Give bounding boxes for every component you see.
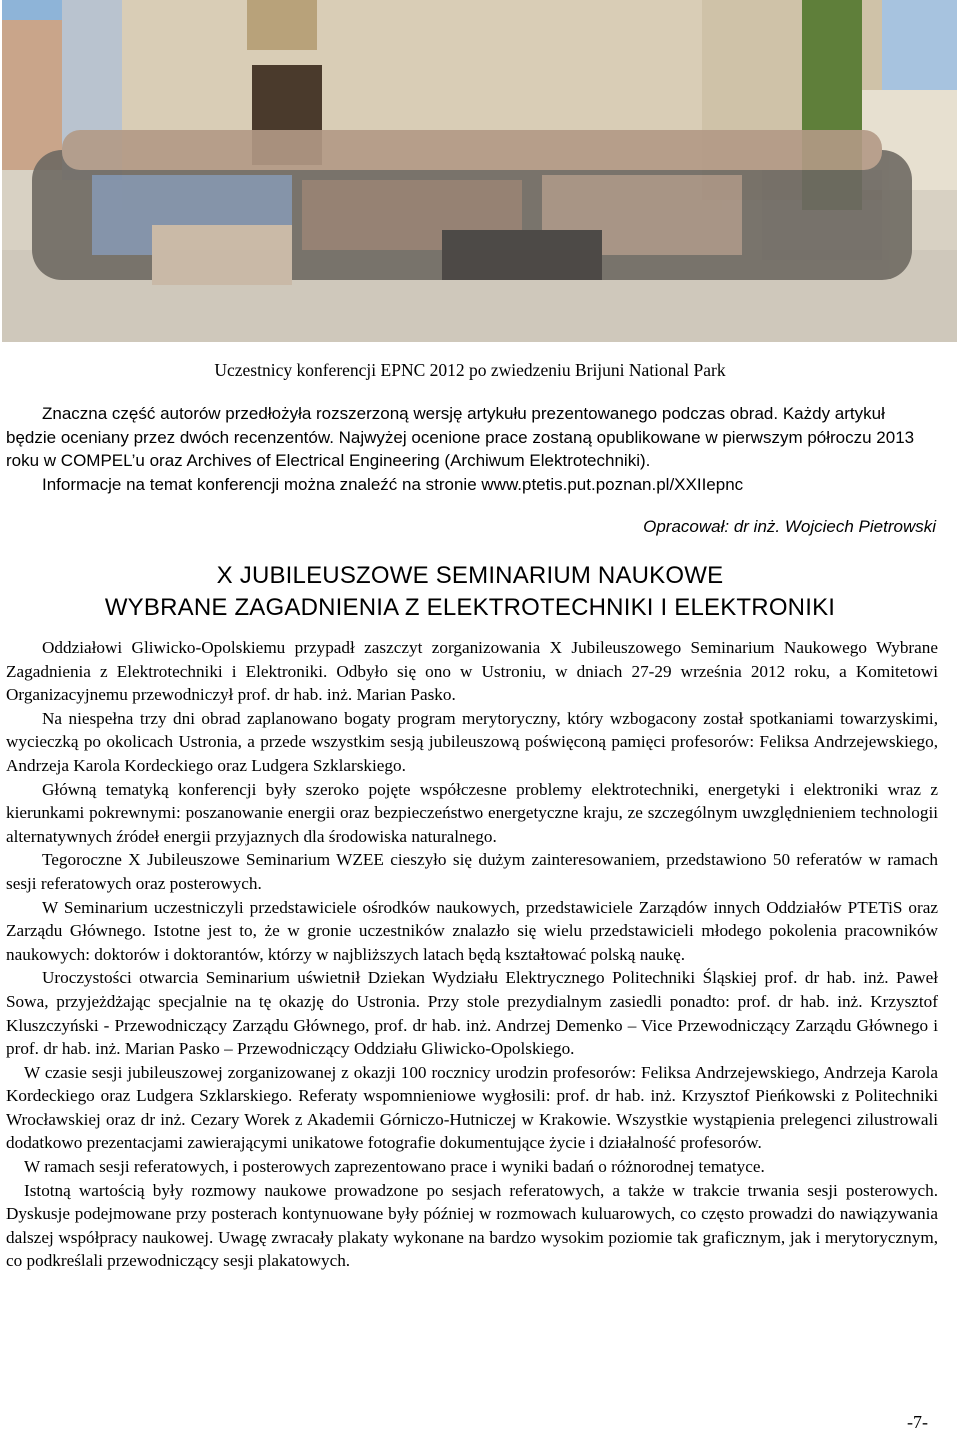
paragraph-2: Na niespełna trzy dni obrad zaplanowano bogaty program merytoryczny, który wzbogacony został spotkaniami towarzyskimi, wycieczką po okolicach Ustronia, a przede wszystkim sesją jubileuszową poświęconą pamięci profesorów: Feliksa Andrzejewskiego, Andrzeja Karola Kordeckiego oraz Ludgera Szklarskiego. (6, 708, 938, 775)
photo-caption: Uczestnicy konferencji EPNC 2012 po zwiedzeniu Brijuni National Park (214, 360, 726, 380)
intro-paragraph: Znaczna część autorów przedłożyła rozszerzoną wersję artykułu prezentowanego podczas obrad. Każdy artykuł będzie oceniany przez dwóch recenzentów. Najwyżej ocenione prace zostaną opublikowane w pierwszym półroczu 2013 roku w COMPEL’u oraz Archives of Electrical Engineering (Archiwum Elektrotechniki). (6, 404, 915, 470)
article-body (6, 636, 938, 1273)
paragraph-7: W czasie sesji jubileuszowej zorganizowanej z okazji 100 rocznicy urodzin profesorów: Feliksa Andrzejewskiego, Andrzeja Karola Kordeckiego oraz Ludgera Szklarskiego. Referaty wspomnieniowe wygłosili: prof. dr hab. inż. Krzysztof Pieńkowski z Politechniki Wrocławskiej oraz dr inż. Cezary Worek z Akademii Górniczo-Hutniczej w Krakowie. Wszystkie wystąpienia prelegenci zilustrowali dodatkowo prezentacjami zawierającymi unikatowe fotografie dokumentujące życie i działalność profesorów. (6, 1062, 938, 1153)
heading-line-2: WYBRANE ZAGADNIENIA Z ELEKTROTECHNIKI I ELEKTRONIKI (104, 594, 836, 621)
paragraph-5: W Seminarium uczestniczyli przedstawiciele ośrodków naukowych, przedstawiciele Zarządów innych Oddziałów PTETiS oraz Zarządu Głównego. Istotne jest to, że w gronie uczestników znalazło się wielu przedstawicieli młodego pokolenia pracowników naukowych: doktorów i doktorantów, którzy w najbliższych latach będą kształtować polską naukę. (6, 897, 938, 964)
group-photo-illustration (2, 0, 957, 342)
author-signature: Opracował: dr inż. Wojciech Pietrowski (643, 517, 936, 536)
paragraph-3: Główną tematyką konferencji były szeroko pojęte współczesne problemy elektrotechniki, energetyki i elektroniki wraz z kierunkami pokrewnymi: poszanowanie energii oraz bezpieczeństwo energetyczne kraju, ze szczególnym uwzględnieniem technologii alternatywnych źródeł energii przyjaznych dla środowiska naturalnego. (6, 779, 938, 846)
group-photo (2, 0, 957, 342)
paragraph-4: Tegoroczne X Jubileuszowe Seminarium WZEE cieszyło się dużym zainteresowaniem, przedstawiono 50 referatów w ramach sesji referatowych oraz posterowych. (6, 850, 938, 893)
intro-section (6, 402, 936, 496)
heading-line-1: X JUBILEUSZOWE SEMINARIUM NAUKOWE (216, 562, 724, 589)
paragraph-1: Oddziałowi Gliwicko-Opolskiemu przypadł zaszczyt zorganizowania X Jubileuszowego Seminarium Naukowego Wybrane Zagadnienia z Elektrotechniki i Elektroniki. Odbyło się ono w Ustroniu, w dniach 27-29 września 2012 roku, a Komitetowi Organizacyjnemu przewodniczył prof. dr hab. inż. Marian Pasko. (6, 638, 938, 705)
seminar-heading (0, 560, 940, 624)
page-number: -7- (907, 1412, 928, 1432)
intro-info: Informacje na temat konferencji można znaleźć na stronie www.ptetis.put.poznan.pl/XXIIepnc (42, 474, 744, 494)
paragraph-8: W ramach sesji referatowych, i posterowych zaprezentowano prace i wyniki badań o różnorodnej tematyce. (24, 1157, 765, 1177)
paragraph-6: Uroczystości otwarcia Seminarium uświetnił Dziekan Wydziału Elektrycznego Politechniki Śląskiej prof. dr hab. inż. Paweł Sowa, przyjeżdżając specjalnie na tę okazję do Ustronia. Przy stole prezydialnym zasiedli ponadto: prof. dr hab. inż. Krzysztof Kluszczyński - Przewodniczący Zarządu Głównego, prof. dr hab. inż. Andrzej Demenko – Vice Przewodniczący Zarządu Głównego i prof. dr hab. inż. Marian Pasko – Przewodniczący Oddziału Gliwicko-Opolskiego. (6, 968, 938, 1059)
paragraph-9: Istotną wartością były rozmowy naukowe prowadzone po sesjach referatowych, a także w trakcie trwania sesji posterowych. Dyskusje podejmowane przy posterach kontynuowane były później w rozmowach kuluarowych, co często prowadzi do nawiązywania dalszej współpracy naukowej. Uwagę zwracały plakaty wykonane na bardzo wysokim poziomie tak graficznym, jak i merytorycznym, co podkreślali przewodniczący sesji plakatowych. (6, 1180, 938, 1271)
